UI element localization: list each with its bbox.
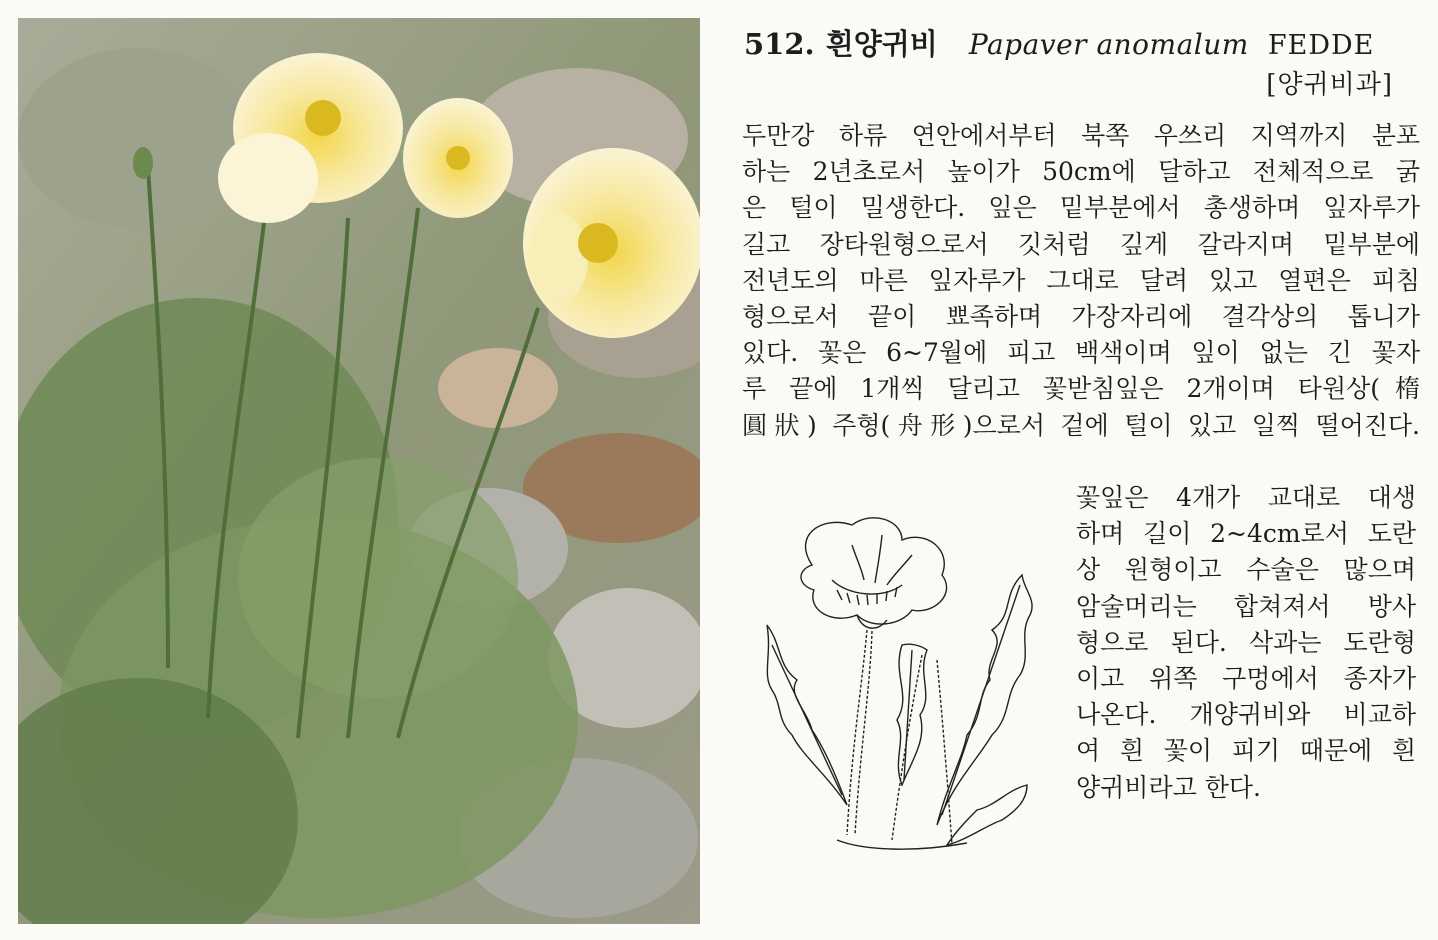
description-line: 길고 장타원형으로서 깃처럼 깊게 갈라지며 밑부분에 xyxy=(742,229,1420,259)
description-line: 하는 2년초로서 높이가 50cm에 달하고 전체적으로 굵 xyxy=(742,157,1420,187)
poppy-line-drawing xyxy=(752,505,1038,875)
author-name: FEDDE xyxy=(1267,30,1375,61)
description-line: 형으로서 끝이 뾰족하며 가장자리에 결각상의 톱니가 xyxy=(742,302,1420,332)
description-side-line: 양귀비라고 한다. xyxy=(1076,772,1261,802)
description-side-line: 여 흰 꽃이 피기 때문에 흰 xyxy=(1076,736,1416,766)
description-side-line: 하며 길이 2~4cm로서 도란 xyxy=(1076,519,1416,549)
entry-header xyxy=(744,22,1424,62)
poppy-photo-illustration xyxy=(18,18,700,924)
description-line: 두만강 하류 연안에서부터 북쪽 우쓰리 지역까지 분포 xyxy=(742,121,1420,150)
description-side-line: 이고 위쪽 구멍에서 종자가 xyxy=(1076,664,1416,694)
entry-number: 512. xyxy=(744,27,815,61)
scientific-name: Papaver anomalum xyxy=(968,28,1249,61)
description-line: 은 털이 밀생한다. 잎은 밑부분에서 총생하며 잎자루가 xyxy=(742,193,1420,223)
botanical-drawing xyxy=(752,505,1038,875)
description-side-paragraph xyxy=(1076,480,1416,806)
description-line: 있다. 꽃은 6~7월에 피고 백색이며 잎이 없는 긴 꽃자 xyxy=(742,338,1420,368)
description-side-line: 나온다. 개양귀비와 비교하 xyxy=(1076,700,1416,730)
family-name: [양귀비과] xyxy=(1266,70,1393,100)
description-line: 루 끝에 1개씩 달리고 꽃받침잎은 2개이며 타원상(楕 xyxy=(742,374,1420,404)
description-line: 전년도의 마른 잎자루가 그대로 달려 있고 열편은 피침 xyxy=(742,265,1420,295)
description-side-line: 형으로 된다. 삭과는 도란형 xyxy=(1076,627,1416,657)
flower-photo xyxy=(18,18,700,924)
description-line: 圓狀) 주형(舟形)으로서 겉에 털이 있고 일찍 떨어진다. xyxy=(742,410,1420,440)
description-side-line: 상 원형이고 수술은 많으며 xyxy=(1076,555,1416,585)
korean-name: 흰양귀비 xyxy=(825,27,938,61)
description-side-line: 꽃잎은 4개가 교대로 대생 xyxy=(1076,483,1416,512)
description-paragraph xyxy=(742,118,1420,444)
description-side-line: 암술머리는 합쳐져서 방사 xyxy=(1076,591,1416,621)
